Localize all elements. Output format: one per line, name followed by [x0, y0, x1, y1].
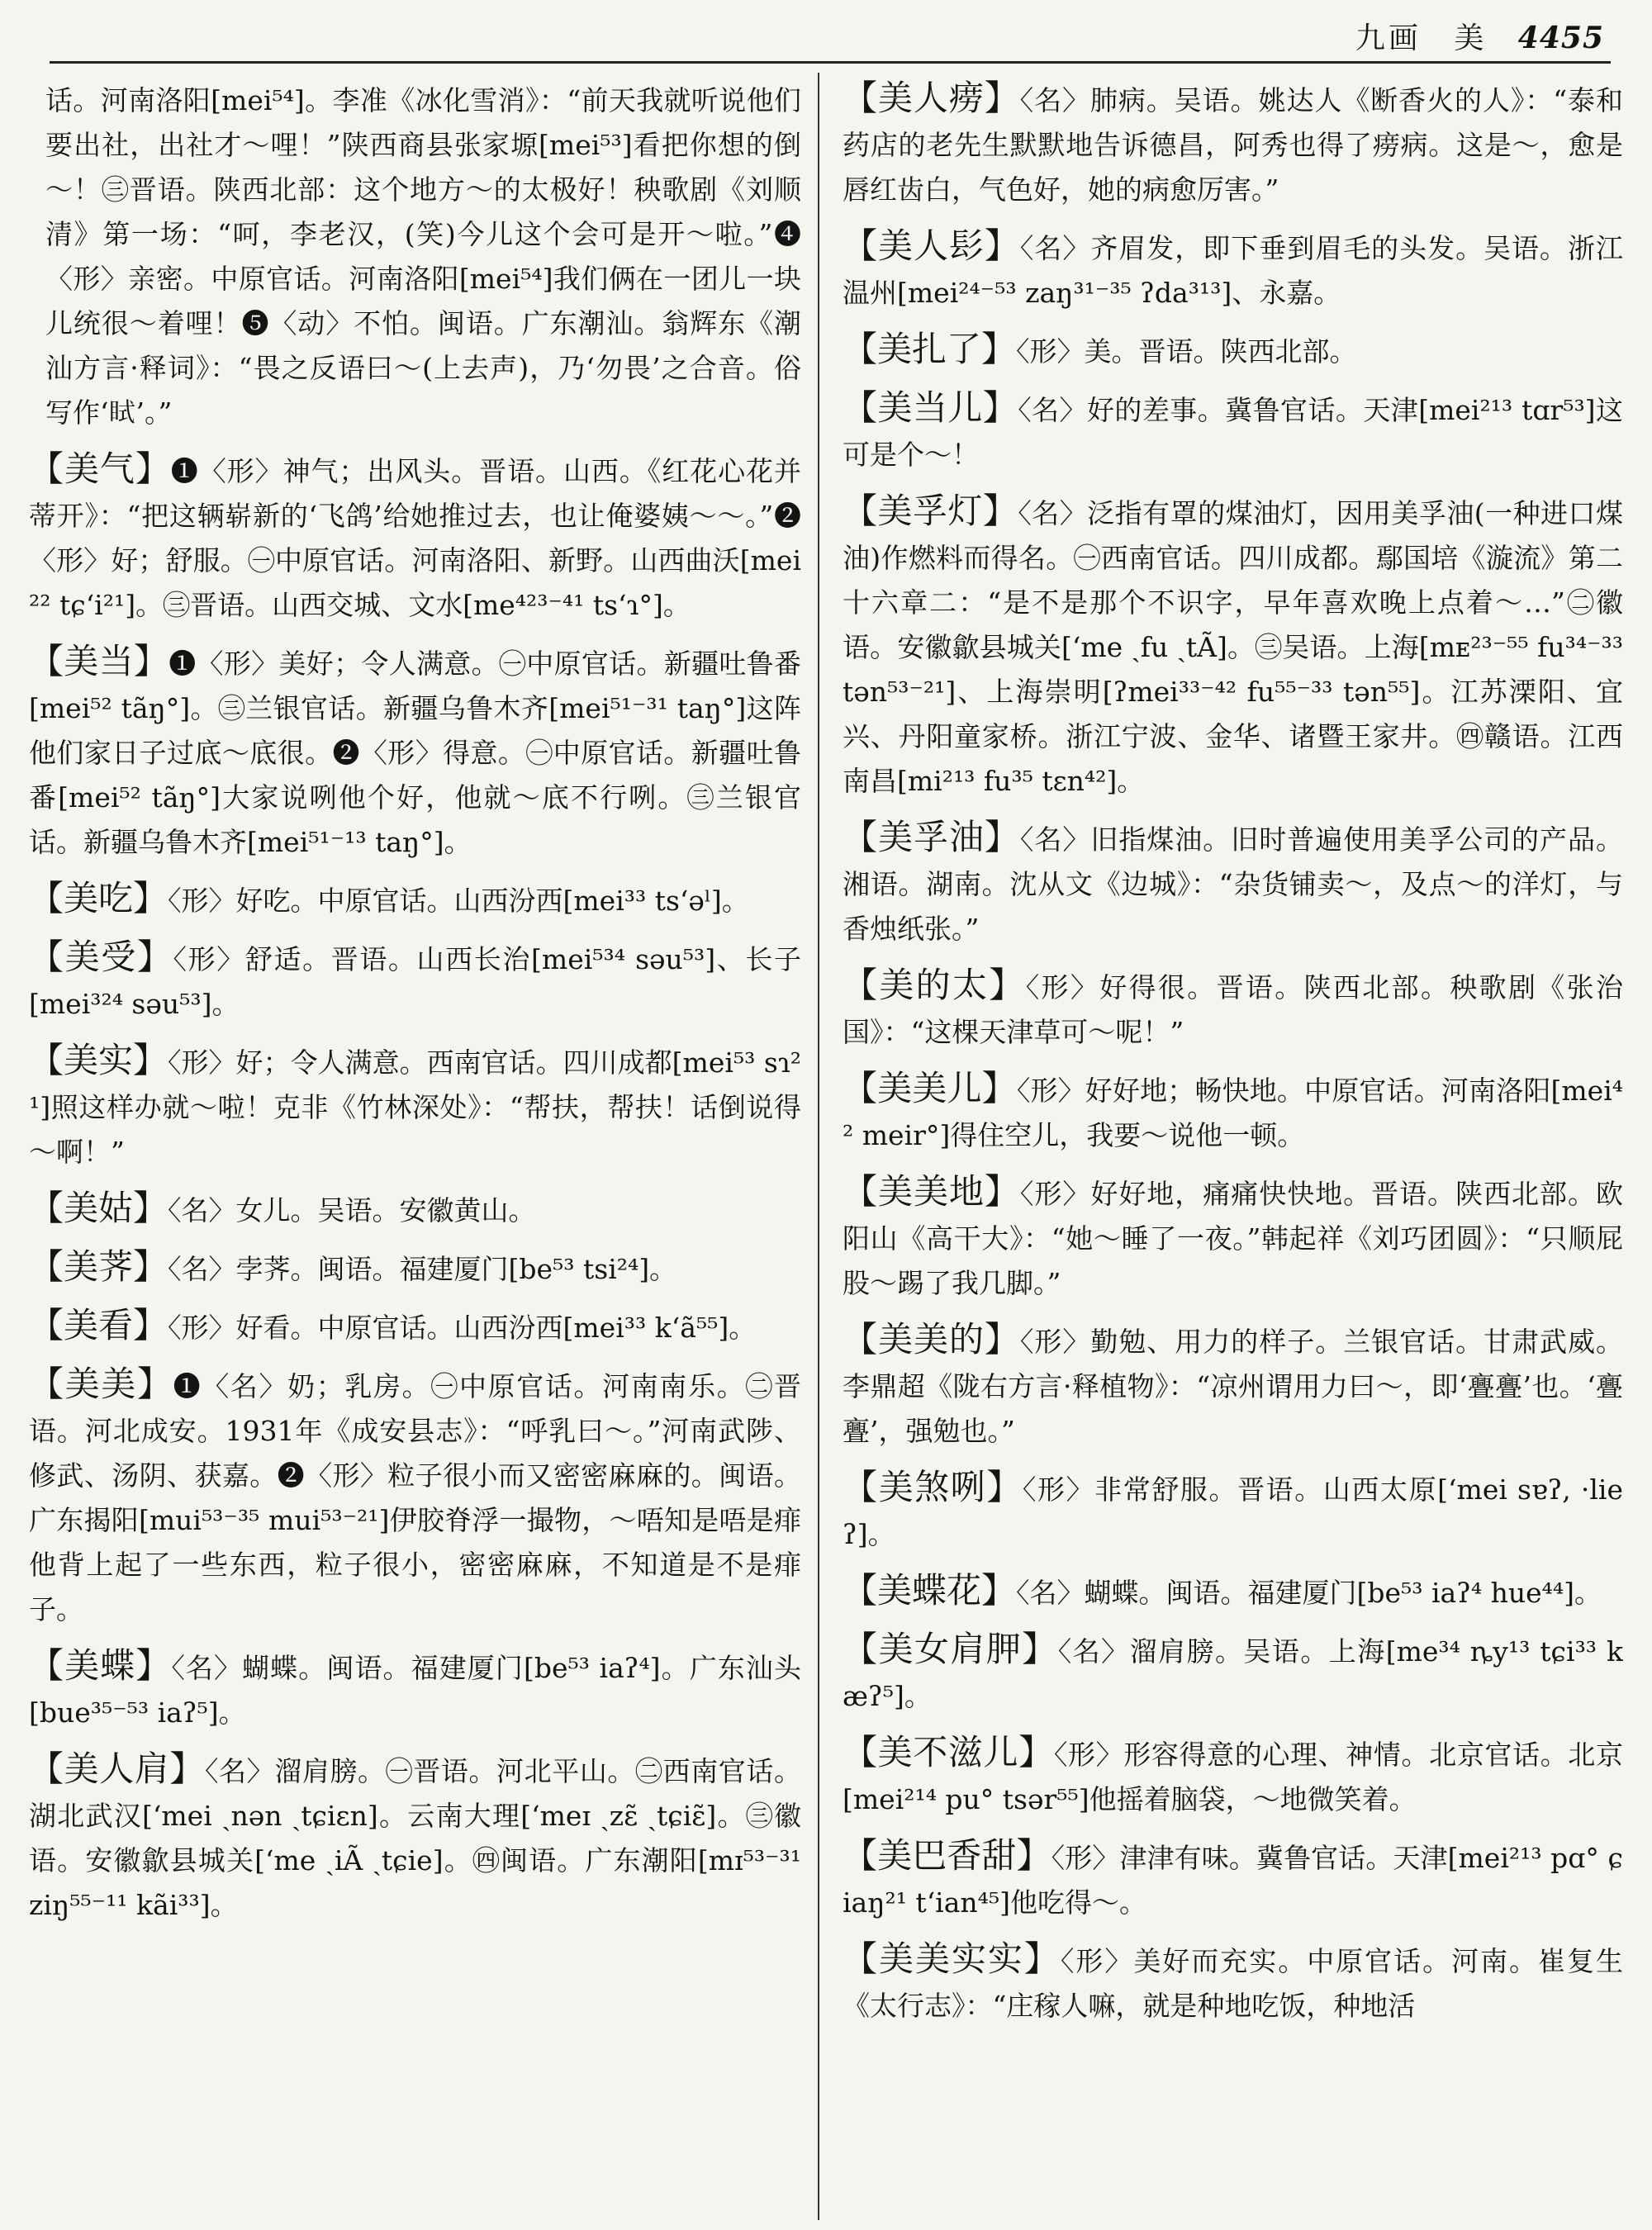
entry-definition: 〈形〉好看。中原官话。山西汾西[mei³³ kʻã⁵⁵]。: [168, 1312, 757, 1344]
dictionary-entry: [29, 1186, 801, 1233]
left-column: [29, 76, 801, 2207]
entry-headword: 【美吃】: [29, 878, 169, 918]
dictionary-entry: [29, 876, 801, 923]
entry-definition: 〈形〉形容得意的心理、神情。北京官话。北京[mei²¹⁴ pu° tsər⁵⁵]他摇着脑袋，～地微笑着。: [843, 1739, 1623, 1815]
entry-headword: 【美人肩】: [29, 1748, 205, 1789]
entry-definition: 〈名〉蝴蝶。闽语。福建厦门[be⁵³ iaʔ⁴ hue⁴⁴]。: [1016, 1577, 1602, 1609]
dictionary-entry: [843, 1937, 1623, 2028]
entry-headword: 【美人痨】: [843, 78, 1020, 118]
dictionary-entry: [843, 224, 1623, 316]
dictionary-entry: [843, 1834, 1623, 1925]
running-head: [1355, 15, 1604, 57]
dictionary-entry: [29, 1038, 801, 1174]
entry-headword: 【美不滋儿】: [843, 1732, 1054, 1772]
entry-headword: 【美看】: [29, 1305, 169, 1345]
entry-definition: ❶〈形〉美好；令人满意。㊀中原官话。新疆吐鲁番[mei⁵² tãŋ°]。㊂兰银官话。新疆乌鲁木齐[mei⁵¹⁻³¹ taŋ°]这阵他们家日子过底～底很。❷〈形〉得意。㊀中原官话。新疆吐鲁番[mei⁵² tãŋ°]大家说咧他个好，他就～底不行咧。㊂兰银官话。新疆乌鲁木齐[mei⁵¹⁻¹³ taŋ°]。: [29, 648, 801, 858]
dictionary-entry: [843, 1730, 1623, 1822]
dictionary-entry: [843, 76, 1623, 212]
entry-definition: 〈形〉美好而充实。中原官话。河南。崔复生《太行志》：“庄稼人嘛，就是种地吃饭，种地活: [843, 1945, 1623, 2022]
entry-definition: 话。河南洛阳[mei⁵⁴]。李准《冰化雪消》：“前天我就听说他们要出社，出社才～哩！”陕西商县张家塬[mei⁵³]看把你想的倒～！㊂晋语。陕西北部：这个地方～的太极好！秧歌剧《刘顺清》第一场：“呵，李老汉，(笑)今儿这个会可是开～啦。”❹〈形〉亲密。中原官话。河南洛阳[mei⁵⁴]我们俩在一团儿一块儿统很～着哩！❺〈动〉不怕。闽语。广东潮汕。翁辉东《潮汕方言·释词》：“畏之反语曰～(上去声)，乃‘勿畏’之合音。俗写作‘𥅞’。”: [45, 84, 801, 429]
section-label: 九画: [1355, 21, 1422, 55]
dictionary-entry: [843, 1627, 1623, 1719]
entry-headword: 【美姑】: [29, 1188, 169, 1228]
entry-definition: 〈形〉好；令人满意。西南官话。四川成都[mei⁵³ sɿ²¹]照这样办就～啦！克非《竹林深处》：“帮扶，帮扶！话倒说得～啊！”: [29, 1046, 801, 1168]
entry-definition: 〈形〉好好地，痛痛快快地。晋语。陕西北部。欧阳山《高干大》：“她～睡了一夜。”韩起祥《刘巧团圆》：“只顺屁股～踢了我几脚。”: [843, 1178, 1623, 1299]
entry-headword: 【美蝶】: [29, 1645, 172, 1686]
dictionary-entry: [843, 1170, 1623, 1306]
dictionary-entry: [843, 1465, 1623, 1557]
dictionary-entry: [29, 1644, 801, 1735]
entry-headword: 【美人髟】: [843, 225, 1020, 266]
dictionary-entry: [29, 1747, 801, 1928]
entry-definition: 〈形〉好得很。晋语。陕西北部。秧歌剧《张治国》：“这棵天津草可～呢！”: [843, 971, 1623, 1048]
dictionary-entry: [843, 963, 1623, 1055]
entry-definition: 〈名〉女儿。吴语。安徽黄山。: [168, 1194, 536, 1226]
dictionary-entry: [843, 386, 1623, 477]
dictionary-entry: [843, 1066, 1623, 1158]
entry-definition: ❶〈形〉神气；出风头。晋语。山西。《红花心花并蒂开》：“把这辆崭新的‘飞鸽’给她推过去，也让俺婆姨～～。”❷〈形〉好；舒服。㊀中原官话。河南洛阳、新野。山西曲沃[mei²² tɕʻi²¹]。㊂晋语。山西交城、文水[me⁴²³⁻⁴¹ tsʻɿ°]。: [29, 455, 801, 621]
entry-headword: 【美受】: [29, 937, 173, 977]
page-number: 4455: [1517, 21, 1604, 55]
entry-headword: 【美美的】: [843, 1319, 1020, 1359]
dictionary-entry: [843, 815, 1623, 951]
dictionary-entry: [29, 639, 801, 865]
entry-definition: 〈名〉蝴蝶。闽语。福建厦门[be⁵³ iaʔ⁴]。广东汕头[bue³⁵⁻⁵³ iaʔ⁵]。: [29, 1652, 801, 1729]
entry-definition: 〈名〉溜肩膀。吴语。上海[me³⁴ ȵy¹³ tɕi³³ kæʔ⁵]。: [843, 1635, 1623, 1712]
entry-headword: 【美美儿】: [843, 1068, 1017, 1108]
entry-headword: 【美女肩胛】: [843, 1629, 1058, 1669]
entry-definition: 〈形〉好好地；畅快地。中原官话。河南洛阳[mei⁴² meir°]得住空儿，我要～说他一顿。: [843, 1075, 1623, 1151]
dictionary-entry: [843, 327, 1623, 374]
entry-headword: 【美当】: [29, 641, 169, 681]
dictionary-entry: [29, 1362, 801, 1632]
entry-definition: 〈形〉非常舒服。晋语。山西太原[ʻmei sɐʔ, ·lieʔ]。: [843, 1473, 1623, 1550]
entry-headword: 【美孚油】: [843, 817, 1020, 857]
entry-definition: 〈名〉孛荠。闽语。福建厦门[be⁵³ tsi²⁴]。: [168, 1253, 677, 1285]
entry-headword: 【美实】: [29, 1040, 169, 1080]
entry-headword: 【美煞咧】: [843, 1467, 1023, 1507]
entry-definition: 〈名〉好的差事。冀鲁官话。天津[mei²¹³ tɑr⁵³]这可是个～！: [843, 394, 1623, 471]
head-char: 美: [1454, 21, 1488, 55]
entry-definition: 〈名〉肺病。吴语。姚达人《断香火的人》：“泰和药店的老先生默默地告诉德昌，阿秀也得了痨病。这是～，愈是唇红齿白，气色好，她的病愈厉害。”: [843, 84, 1623, 206]
dictionary-entry: [843, 489, 1623, 804]
entry-definition: 〈形〉美。晋语。陕西北部。: [1016, 335, 1357, 368]
entry-definition: 〈形〉津津有味。冀鲁官话。天津[mei²¹³ pɑ° ɕiaŋ²¹ tʻian⁴⁵]他吃得～。: [843, 1842, 1623, 1919]
dictionary-entry: [29, 1303, 801, 1350]
entry-headword: 【美荠】: [29, 1246, 169, 1287]
entry-definition: 〈名〉泛指有罩的煤油灯，因用美孚油(一种进口煤油)作燃料而得名。㊀西南官话。四川成都。鄢国培《漩流》第二十六章二：“是不是那个不识字，早年喜欢晚上点着～…”㊁徽语。安徽歙县城关[ʻme ˏfu ˏtÃ]。㊂吴语。上海[mᴇ²³⁻⁵⁵ fu³⁴⁻³³ tən⁵³⁻²¹]、上海崇明[ʔmei³³⁻⁴² fu⁵⁵⁻³³ tən⁵⁵]。江苏溧阳、宜兴、丹阳童家桥。浙江宁波、金华、诸暨王家井。㊃赣语。江西南昌[mi²¹³ fu³⁵ tɛn⁴²]。: [843, 497, 1623, 797]
entry-headword: 【美当儿】: [843, 387, 1018, 428]
entry-headword: 【美美地】: [843, 1171, 1020, 1212]
dictionary-entry: [29, 935, 801, 1027]
entry-headword: 【美孚灯】: [843, 491, 1018, 531]
dictionary-entry: [29, 1245, 801, 1292]
entry-definition: 〈形〉好吃。中原官话。山西汾西[mei³³ tsʻəˡ]。: [168, 885, 749, 917]
entry-definition: 〈名〉齐眉发，即下垂到眉毛的头发。吴语。浙江温州[mei²⁴⁻⁵³ zaŋ³¹⁻³⁵ ʔda³¹³]、永嘉。: [843, 232, 1623, 309]
entry-definition: 〈名〉旧指煤油。旧时普遍使用美孚公司的产品。湘语。湖南。沈从文《边城》：“杂货铺卖～，及点～的洋灯，与香烛纸张。”: [843, 823, 1623, 945]
entry-headword: 【美美】: [29, 1364, 173, 1404]
entry-headword: 【美扎了】: [843, 329, 1017, 369]
entry-headword: 【美的太】: [843, 965, 1026, 1005]
column-divider: [818, 73, 819, 2220]
entry-definition: 〈形〉勤勉、用力的样子。兰银官话。甘肃武威。李鼎超《陇右方言·释植物》：“凉州谓用力曰～，即‘亹亹’也。‘亹亹’，强勉也。”: [843, 1326, 1623, 1447]
dictionary-entry: [843, 1317, 1623, 1454]
dictionary-entry: [29, 76, 801, 435]
entry-headword: 【美美实实】: [843, 1938, 1061, 1979]
right-column: [843, 76, 1623, 2207]
entry-definition: ❶〈名〉奶；乳房。㊀中原官话。河南南乐。㊁晋语。河北成安。1931年《成安县志》：“呼乳曰～。”河南武陟、修武、汤阴、获嘉。❷〈形〉粒子很小而又密密麻麻的。闽语。广东揭阳[mui⁵³⁻³⁵ mui⁵³⁻²¹]伊胶脊浮一撮物，～唔知是唔是痱他背上起了一些东西，粒子很小，密密麻麻，不知道是不是痱子。: [29, 1370, 801, 1625]
entry-definition: 〈形〉舒适。晋语。山西长治[mei⁵³⁴ səu⁵³]、长子[mei³²⁴ səu⁵³]。: [29, 943, 801, 1020]
dictionary-entry: [843, 1568, 1623, 1616]
entry-headword: 【美蝶花】: [843, 1570, 1017, 1611]
entry-headword: 【美巴香甜】: [843, 1835, 1051, 1876]
entry-headword: 【美气】: [29, 448, 171, 489]
entry-definition: 〈名〉溜肩膀。㊀晋语。河北平山。㊁西南官话。湖北武汉[ʻmei ˏnən ˏtɕiɛn]。云南大理[ʻmeɪ ˏzɛ̃ ˏtɕiɛ̃]。㊂徽语。安徽歙县城关[ʻme ˏiÃ ˏtɕie]。㊃闽语。广东潮阳[mɪ⁵³⁻³¹ ziŋ⁵⁵⁻¹¹ kãi³³]。: [29, 1755, 801, 1921]
page-header: [50, 10, 1611, 64]
dictionary-entry: [29, 447, 801, 628]
